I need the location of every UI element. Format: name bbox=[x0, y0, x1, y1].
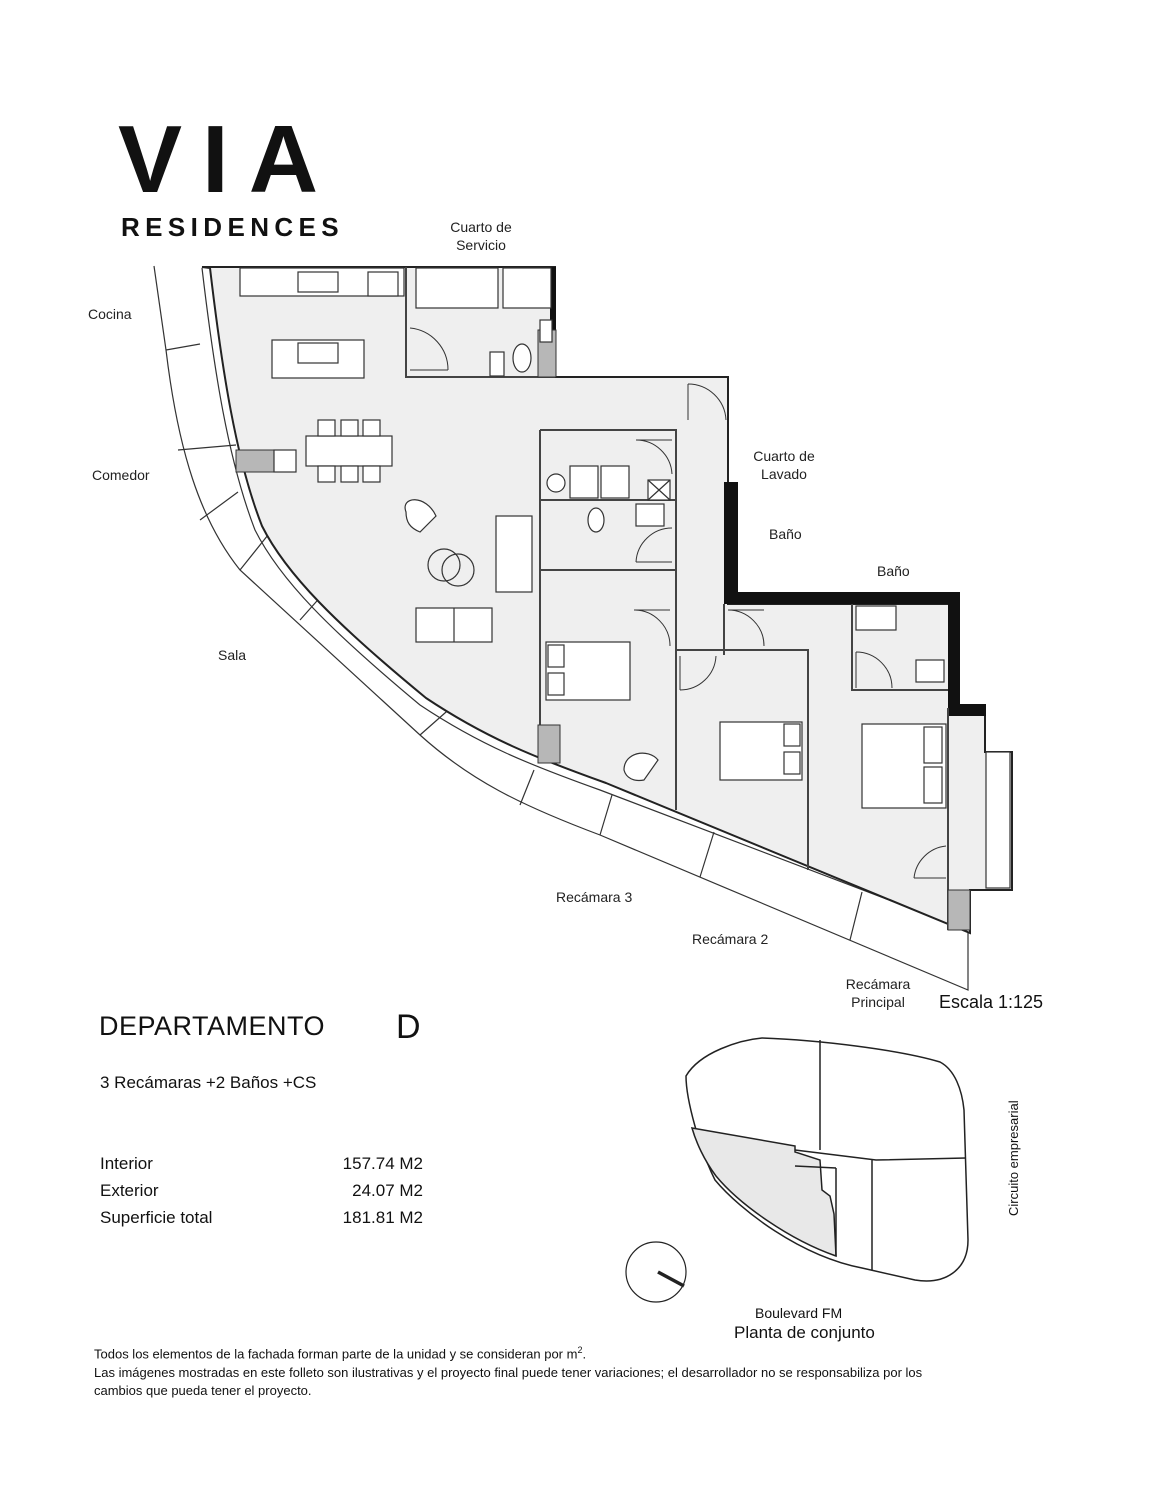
scale-label: Escala 1:125 bbox=[939, 992, 1044, 1012]
note-line-3: cambios que pueda tener el proyecto. bbox=[94, 1383, 312, 1398]
room-label-bano-1: Baño bbox=[769, 526, 802, 542]
site-street-bottom: Boulevard FM bbox=[755, 1305, 843, 1321]
brand-logo-title: VIA bbox=[118, 106, 339, 213]
room-label-bano-2: Baño bbox=[877, 563, 910, 579]
site-street-right: Circuito empresarial bbox=[1006, 1100, 1021, 1216]
room-label-line: Lavado bbox=[761, 466, 807, 482]
room-label-recamara-3: Recámara 3 bbox=[556, 889, 633, 905]
room-label-line: Cuarto de bbox=[753, 448, 815, 464]
room-label-recamara-2: Recámara 2 bbox=[692, 931, 769, 947]
room-label-sala: Sala bbox=[218, 647, 247, 663]
unit-description: 3 Recámaras +2 Baños +CS bbox=[100, 1073, 317, 1092]
room-label-cuarto-servicio bbox=[441, 218, 521, 254]
unit-title: DEPARTAMENTO bbox=[99, 1011, 326, 1041]
unit-letter: D bbox=[396, 1008, 421, 1046]
room-label-line: Recámara bbox=[845, 976, 911, 992]
site-plan-title: Planta de conjunto bbox=[734, 1323, 875, 1342]
note-line-2: Las imágenes mostradas en este folleto son ilustrativas y el proyecto final puede tener variaciones; el desarrollador no se responsabiliza por los bbox=[94, 1365, 923, 1380]
note-superscript: 2 bbox=[577, 1345, 583, 1355]
brand-logo-tagline: RESIDENCES bbox=[121, 212, 345, 242]
area-label-total: Superficie total bbox=[100, 1208, 213, 1227]
room-label-comedor: Comedor bbox=[92, 467, 150, 483]
room-label-line: Principal bbox=[851, 994, 905, 1010]
room-label-line: Servicio bbox=[456, 237, 506, 253]
area-label-interior: Interior bbox=[100, 1154, 153, 1173]
room-label-line: Cuarto de bbox=[450, 219, 512, 235]
area-value-total: 181.81 M2 bbox=[342, 1208, 423, 1227]
note-text: Todos los elementos de la fachada forman parte de la unidad y se consideran por m bbox=[94, 1346, 578, 1362]
note-line-1 bbox=[94, 1341, 586, 1363]
area-value-exterior: 24.07 M2 bbox=[352, 1181, 423, 1200]
room-label-cocina: Cocina bbox=[88, 306, 132, 322]
note-text: . bbox=[582, 1346, 587, 1362]
site-plan-drawing bbox=[626, 1038, 968, 1302]
room-label-recamara-principal bbox=[838, 975, 918, 1011]
area-label-exterior: Exterior bbox=[100, 1181, 159, 1200]
room-label-cuarto-lavado bbox=[744, 447, 824, 483]
area-value-interior: 157.74 M2 bbox=[342, 1154, 423, 1173]
